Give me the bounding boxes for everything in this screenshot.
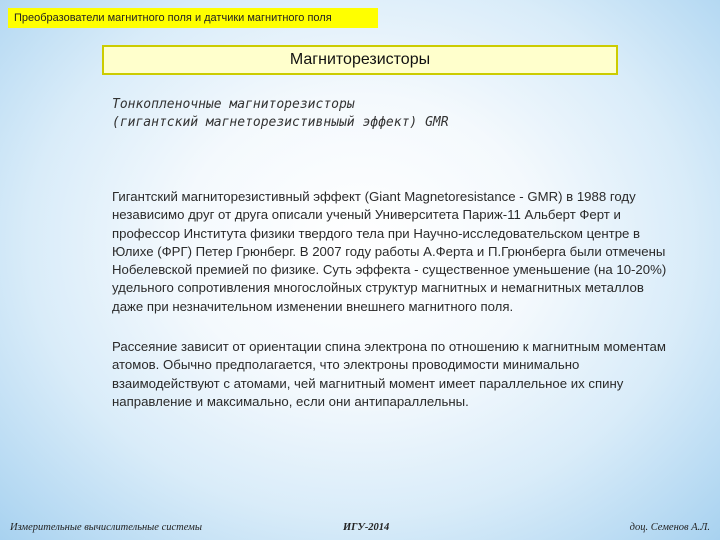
footer-course-name: Измерительные вычислительные системы — [10, 522, 202, 533]
paragraph-line: направление и максимально, если они антипараллельны. — [112, 393, 469, 409]
paragraph-line: профессор Института физики твердого тела при Научно-исследовательском центре в — [112, 225, 641, 241]
footer-university-year: ИГУ-2014 — [343, 522, 390, 533]
paragraph-line: даже при незначительном изменении внешнего магнитного поля. — [112, 298, 514, 314]
paragraph-line: Рассеяние зависит от ориентации спина электрона по отношению к магнитным моментам — [112, 339, 666, 354]
course-header-tag: Преобразователи магнитного поля и датчики магнитного поля — [8, 8, 378, 28]
paragraph-line: взаимодействуют с атомами, чей магнитный момент имеет параллельное их спину — [112, 375, 624, 391]
slide-title: Магниторезисторы — [102, 45, 618, 75]
subtitle-line: (гигантский магнеторезистивныый эффект) GMR — [112, 115, 449, 130]
footer-author: доц. Семенов А.Л. — [629, 522, 710, 533]
paragraph-line: Нобелевской премией по физике. Суть эффекта - существенное уменьшение (на 10-20%) — [112, 262, 667, 278]
paragraph-line: атомов. Обычно предполагается, что электроны проводимости минимально — [112, 357, 580, 373]
paragraph-gmr-history — [112, 188, 714, 316]
paragraph-scattering — [112, 338, 714, 411]
paragraph-line: Юлихе (ФРГ) Петер Грюнберг. В 2007 году работы А.Ферта и П.Грюнберга были отмечены — [112, 243, 666, 259]
paragraph-line: Гигантский магниторезистивный эффект (Giant Magnetoresistance - GMR) в 1988 году — [112, 189, 636, 204]
paragraph-line: независимо друг от друга описали ученый Университета Париж-11 Альберт Ферт и — [112, 207, 621, 223]
subtitle-line: Тонкопленочные магниторезисторы — [112, 97, 355, 112]
slide-subtitle — [112, 96, 632, 132]
paragraph-line: удельного сопротивления многослойных структур магнитных и немагнитных металлов — [112, 280, 644, 296]
